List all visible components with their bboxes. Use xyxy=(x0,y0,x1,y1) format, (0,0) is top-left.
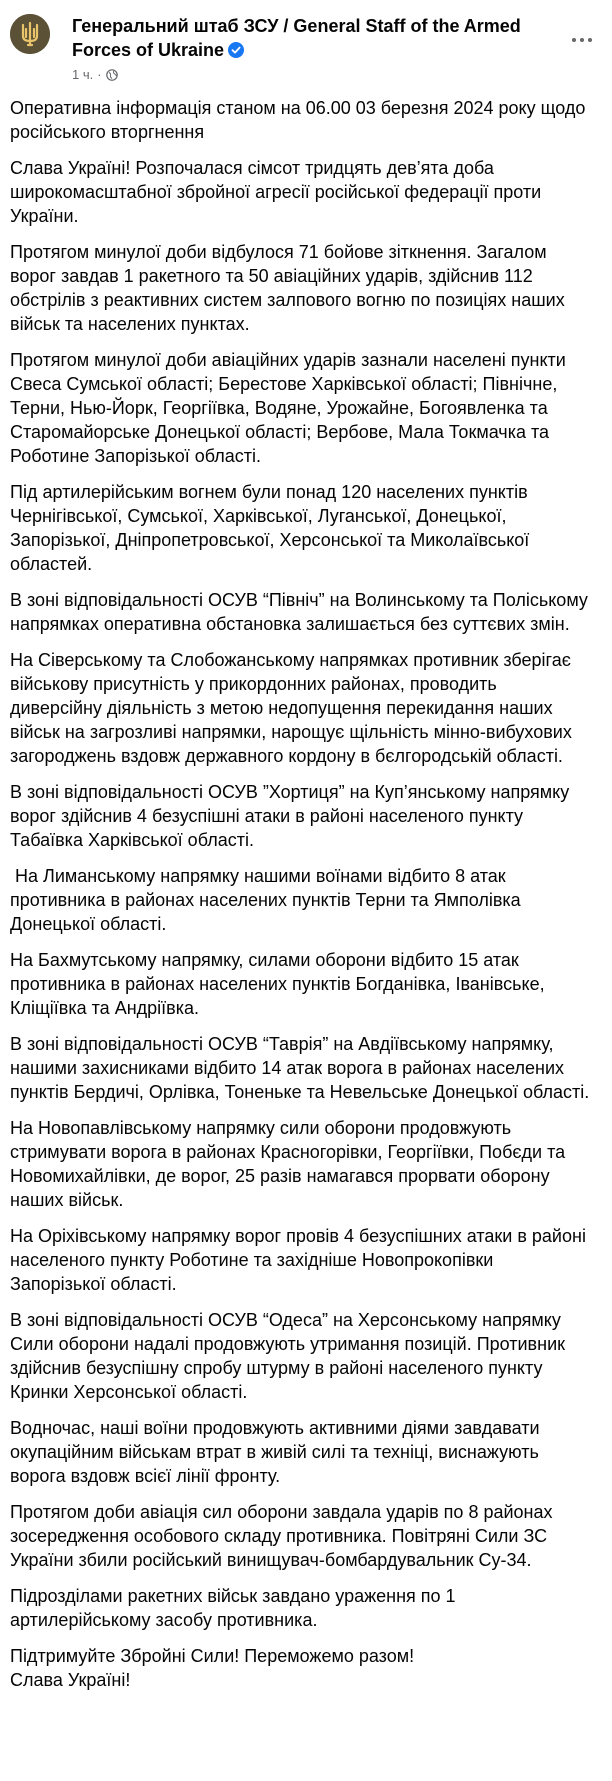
more-options-button[interactable] xyxy=(564,28,600,52)
post-paragraph: Протягом минулої доби відбулося 71 бойове зіткнення. Загалом ворог завдав 1 ракетного та 50 авіаційних ударів, здійснив 112 обстрілів з реактивних систем залпового вогню по позиціях наших військ та населених пунктах. xyxy=(10,242,570,334)
globe-icon[interactable] xyxy=(106,69,118,81)
post-paragraph: Підрозділами ракетних військ завдано ураження по 1 артилерійському засобу противника. xyxy=(10,1586,461,1630)
post-paragraph: На Новопавлівському напрямку сили оборони продовжують стримувати ворога в районах Красногорівки, Георгіївки, Побєди та Новомихайлівки, де ворог, 25 разів намагався прорвати оборону наших військ. xyxy=(10,1118,571,1210)
post-paragraph: Слава Україні! Розпочалася сімсот тридцять дев’ята доба широкомасштабної збройної агресії російської федерації проти України. xyxy=(10,158,547,226)
post-paragraph: Водночас, наші воїни продовжують активними діями завдавати окупаційним військам втрат в живій силі та техніці, виснажують ворога вздовж всієї лінії фронту. xyxy=(10,1418,545,1486)
post-paragraph: На Оріхівському напрямку ворог провів 4 безуспішних атаки в районі населеного пункту Роботине та західніше Новопрокопівки Запорізької області. xyxy=(10,1226,591,1294)
post-paragraph: Під артилерійським вогнем були понад 120 населених пунктів Чернігівської, Сумської, Харківської, Луганської, Донецької, Запорізької, Дніпропетровської, Херсонської та Миколаївської областей. xyxy=(10,482,535,574)
post-paragraph: На Лиманському напрямку нашими воїнами відбито 8 атак противника в районах населених пунктів Терни та Ямполівка Донецької області. xyxy=(10,866,526,934)
post-paragraph: Протягом доби авіація сил оборони завдала ударів по 8 районах зосередження особового складу противника. Повітряні Сили ЗС України збили російський винищувач-бомбардувальник Су-34. xyxy=(10,1502,558,1570)
post-timestamp[interactable]: 1 ч. xyxy=(72,67,94,82)
post-paragraph: На Сіверському та Слобожанському напрямках противник зберігає військову присутність у прикордонних районах, проводить диверсійну діяльність з метою недопущення перекидання наших військ на загрозливі напрямки, нарощує щільність мінно-вибухових загороджень вздовж державного кордону в бєлгородській області. xyxy=(10,650,577,766)
more-dot xyxy=(580,38,584,42)
page-name-link[interactable] xyxy=(72,14,542,62)
meta-separator: · xyxy=(97,67,102,82)
post-paragraph: Підтримуйте Збройні Сили! Переможемо разом! Слава Україні! xyxy=(10,1646,415,1690)
post-paragraph: В зоні відповідальності ОСУВ ”Хортиця” на Куп’янському напрямку ворог здійснив 4 безуспішні атаки в районі населеного пункту Табаївка Харківської області. xyxy=(10,782,575,850)
post-paragraph: В зоні відповідальності ОСУВ “Таврія” на Авдіївському напрямку, нашими захисниками відбито 14 атак ворога в районах населених пунктів Бердичі, Орлівка, Тоненьке та Невельське Донецької області. xyxy=(10,1034,590,1102)
verified-badge-icon xyxy=(228,42,244,58)
page-name-text[interactable]: Генеральний штаб ЗСУ / General Staff of the Armed Forces of Ukraine xyxy=(72,16,521,60)
post-paragraph: Протягом минулої доби авіаційних ударів зазнали населені пункти Свеса Сумської області; Берестове Харківської області; Північне, Терни, Нью-Йорк, Георгіївка, Водяне, Урожайне, Богоявленка та Старомайорське Донецької області; Вербове, Мала Токмачка та Роботине Запорізької області. xyxy=(10,350,571,466)
more-dot xyxy=(588,38,592,42)
post-paragraph: В зоні відповідальності ОСУВ “Одеса” на Херсонському напрямку Сили оборони надалі продовжують утримання позицій. Противник здійснив безуспішну спробу штурму в районі населеного пункту Кринки Херсонської області. xyxy=(10,1310,571,1402)
post-paragraph: Оперативна інформація станом на 06.00 03 березня 2024 року щодо російського вторгнення xyxy=(10,98,591,142)
post-body xyxy=(10,96,593,1704)
more-dot xyxy=(572,38,576,42)
page-avatar[interactable] xyxy=(10,14,50,54)
post-header xyxy=(10,14,602,90)
post-meta xyxy=(72,65,118,85)
trident-emblem-icon xyxy=(10,14,50,54)
post-paragraph: На Бахмутському напрямку, силами оборони відбито 15 атак противника в районах населених пунктів Богданівка, Іванівське, Кліщіївка та Андріївка. xyxy=(10,950,550,1018)
post-paragraph: В зоні відповідальності ОСУВ “Північ” на Волинському та Поліському напрямках оперативна обстановка залишається без суттєвих змін. xyxy=(10,590,593,634)
